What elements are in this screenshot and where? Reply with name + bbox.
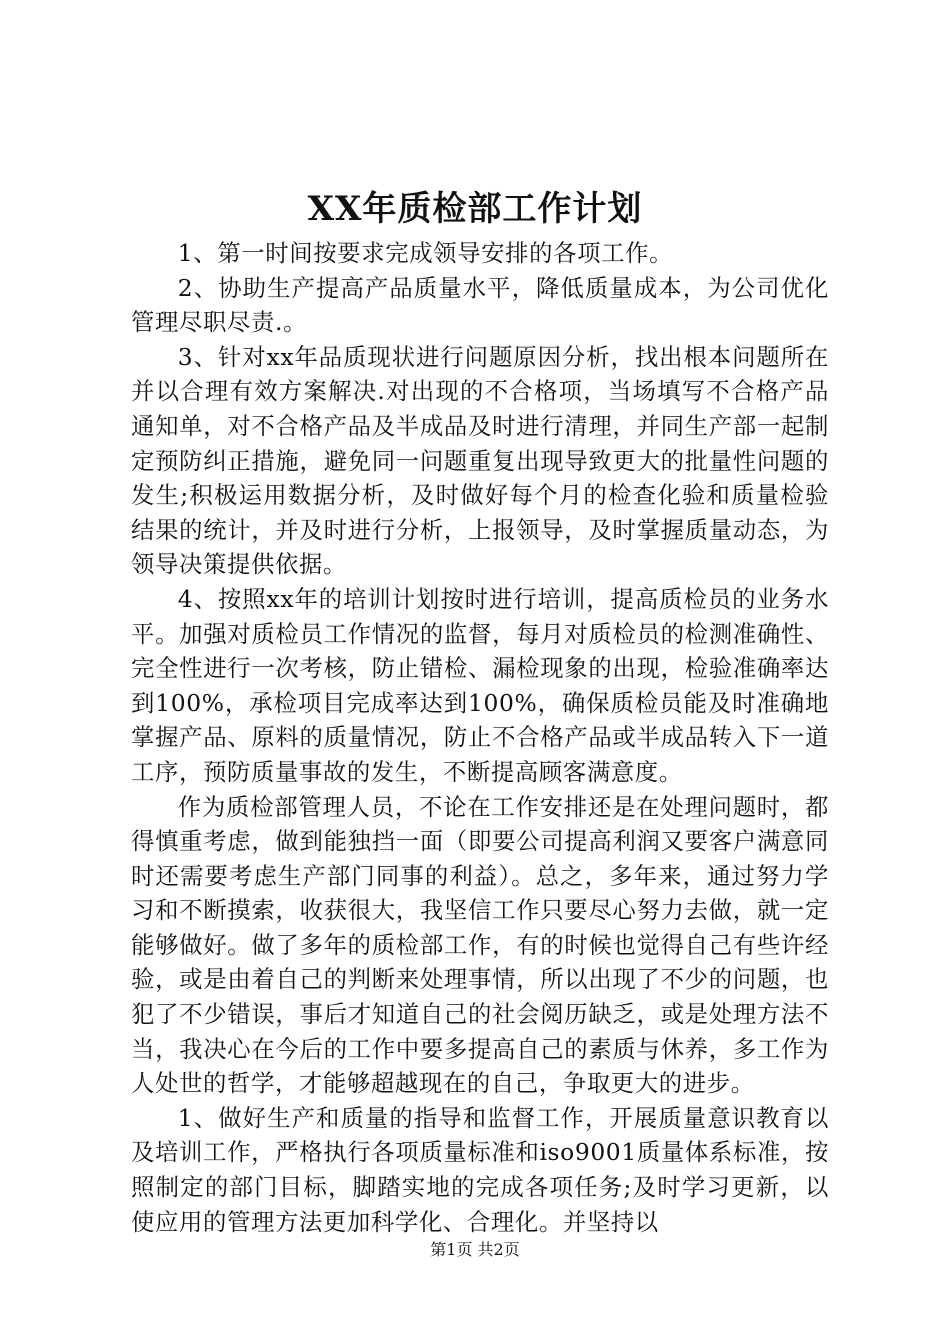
paragraph-plan-1: 1、做好生产和质量的指导和监督工作，开展质量意识教育以及培训工作，严格执行各项质量标准和iso9001质量体系标准，按照制定的部门目标，脚踏实地的完成各项任务;及时学习更新，以使应用的管理方法更加科学化、合理化。并坚持以 xyxy=(131,1103,829,1236)
paragraph-item-3: 3、针对xx年品质现状进行问题原因分析，找出根本问题所在并以合理有效方案解决.对出现的不合格项，当场填写不合格产品通知单，对不合格产品及半成品及时进行清理，并同生产部一起制定预防纠正措施，避免同一问题重复出现导致更大的批量性问题的发生;积极运用数据分析，及时做好每个月的检查化验和质量检验结果的统计，并及时进行分析，上报领导，及时掌握质量动态，为领导决策提供依据。 xyxy=(131,342,829,579)
paragraph-summary: 作为质检部管理人员，不论在工作安排还是在处理问题时，都得慎重考虑，做到能独挡一面（即要公司提高利润又要客户满意同时还需要考虑生产部门同事的利益）。总之，多年来，通过努力学习和不断摸索，收获很大，我坚信工作只要尽心努力去做，就一定能够做好。做了多年的质检部工作，有的时候也觉得自己有些许经验，或是由着自己的判断来处理事情，所以出现了不少的问题，也犯了不少错误，事后才知道自己的社会阅历缺乏，或是处理方法不当，我决心在今后的工作中要多提高自己的素质与休养，多工作为人处世的哲学，才能够超越现在的自己，争取更大的进步。 xyxy=(131,792,829,1098)
document-body xyxy=(131,236,829,1239)
page-footer: 第1页 共2页 xyxy=(430,1240,520,1259)
paragraph-item-2: 2、协助生产提高产品质量水平，降低质量成本，为公司优化管理尽职尽责.。 xyxy=(131,273,829,337)
document-title: XX年质检部工作计划 xyxy=(307,189,643,229)
paragraph-item-4: 4、按照xx年的培训计划按时进行培训，提高质检员的业务水平。加强对质检员工作情况的监督，每月对质检员的检测准确性、完全性进行一次考核，防止错检、漏检现象的出现，检验准确率达到100%，承检项目完成率达到100%，确保质检员能及时准确地掌握产品、原料的质量情况，防止不合格产品或半成品转入下一道工序，预防质量事故的发生，不断提高顾客满意度。 xyxy=(131,584,829,786)
paragraph-item-1: 1、第一时间按要求完成领导安排的各项工作。 xyxy=(177,239,674,267)
